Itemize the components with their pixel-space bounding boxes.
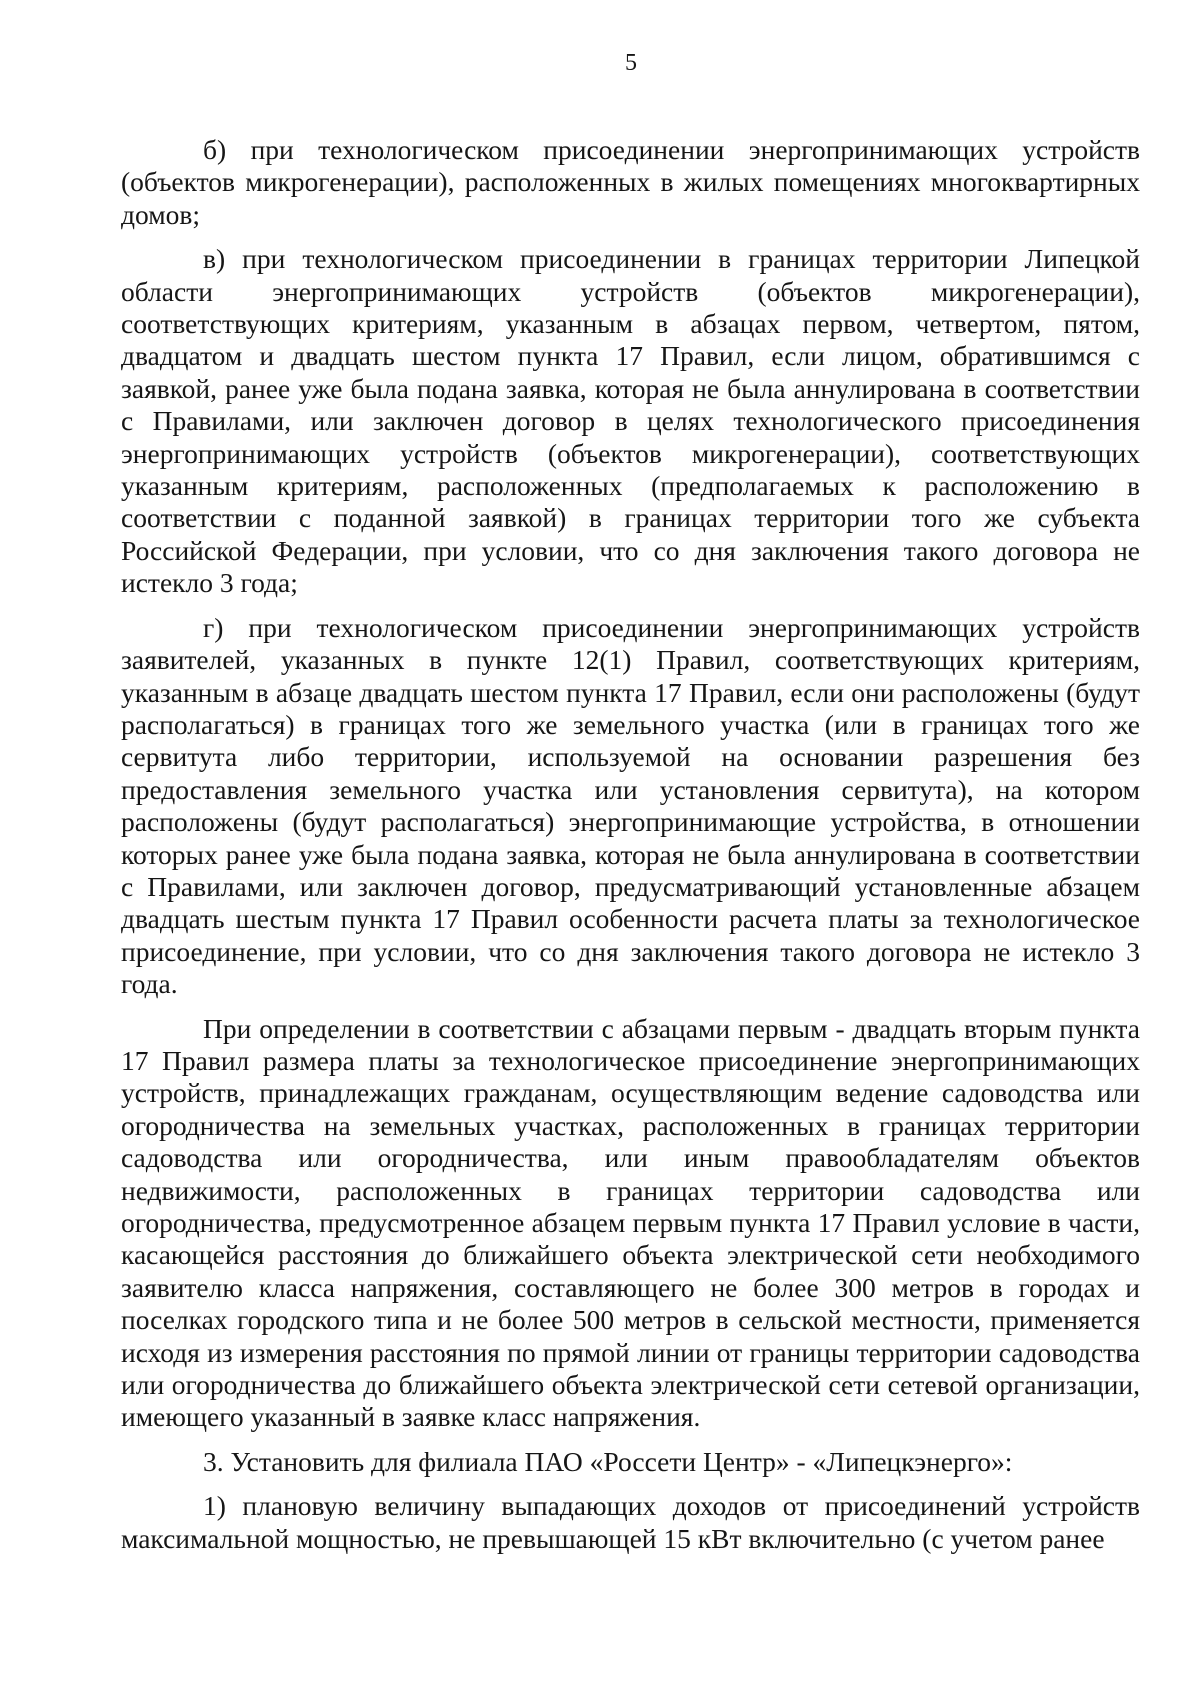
document-body (121, 134, 1140, 1555)
page-number: 5 (625, 50, 637, 76)
paragraph-section-3: 3. Установить для филиала ПАО «Россети Центр» - «Липецкэнерго»: (203, 1445, 1013, 1477)
paragraph-distance-rule: При определении в соответствии с абзацами первым - двадцать вторым пункта 17 Правил размера платы за технологическое присоединение энергопринимающих устройств, принадлежащих гражданам, осуществляющим ведение садоводства или огородничества на земельных участках, расположенных в границах территории садоводства или огородничества, или иным правообладателям объектов недвижимости, расположенных в границах территории садоводства или огородничества, предусмотренное абзацем первым пункта 17 Правил условие в части, касающейся расстояния до ближайшего объекта электрической сети необходимого заявителю класса напряжения, составляющего не более 300 метров в городах и поселках городского типа и не более 500 метров в сельской местности, применяется исходя из измерения расстояния по прямой линии от границы территории садоводства или огородничества до ближайшего объекта электрической сети сетевой организации, имеющего указанный в заявке класс напряжения. (121, 1012, 1140, 1433)
paragraph-b: б) при технологическом присоединении энергопринимающих устройств (объектов микрогенерации), расположенных в жилых помещениях многоквартирных домов; (121, 134, 1140, 230)
paragraph-v: в) при технологическом присоединении в границах территории Липецкой области энергопринимающих устройств (объектов микрогенерации), соответствующих критериям, указанным в абзацах первом, четвертом, пятом, двадцатом и двадцать шестом пункта 17 Правил, если лицом, обратившимся с заявкой, ранее уже была подана заявка, которая не была аннулирована в соответствии с Правилами, или заключен договор в целях технологического присоединения энергопринимающих устройств (объектов микрогенерации), соответствующих указанным критериям, расположенных (предполагаемых к расположению в соответствии с поданной заявкой) в границах территории того же субъекта Российской Федерации, при условии, что со дня заключения такого договора не истекло 3 года; (121, 243, 1140, 599)
paragraph-item-1: 1) плановую величину выпадающих доходов от присоединений устройств максимальной мощностью, не превышающей 15 кВт включительно (с учетом ранее (121, 1490, 1140, 1554)
paragraph-g: г) при технологическом присоединении энергопринимающих устройств заявителей, указанных в пункте 12(1) Правил, соответствующих критериям, указанным в абзаце двадцать шестом пункта 17 Правил, если они расположены (будут располагаться) в границах того же земельного участка (или в границах того же сервитута либо территории, используемой на основании разрешения без предоставления земельного участка или установления сервитута), на котором расположены (будут располагаться) энергопринимающие устройства, в отношении которых ранее уже была подана заявка, которая не была аннулирована в соответствии с Правилами, или заключен договор, предусматривающий установленные абзацем двадцать шестым пункта 17 Правил особенности расчета платы за технологическое присоединение, при условии, что со дня заключения такого договора не истекло 3 года. (121, 611, 1140, 1000)
